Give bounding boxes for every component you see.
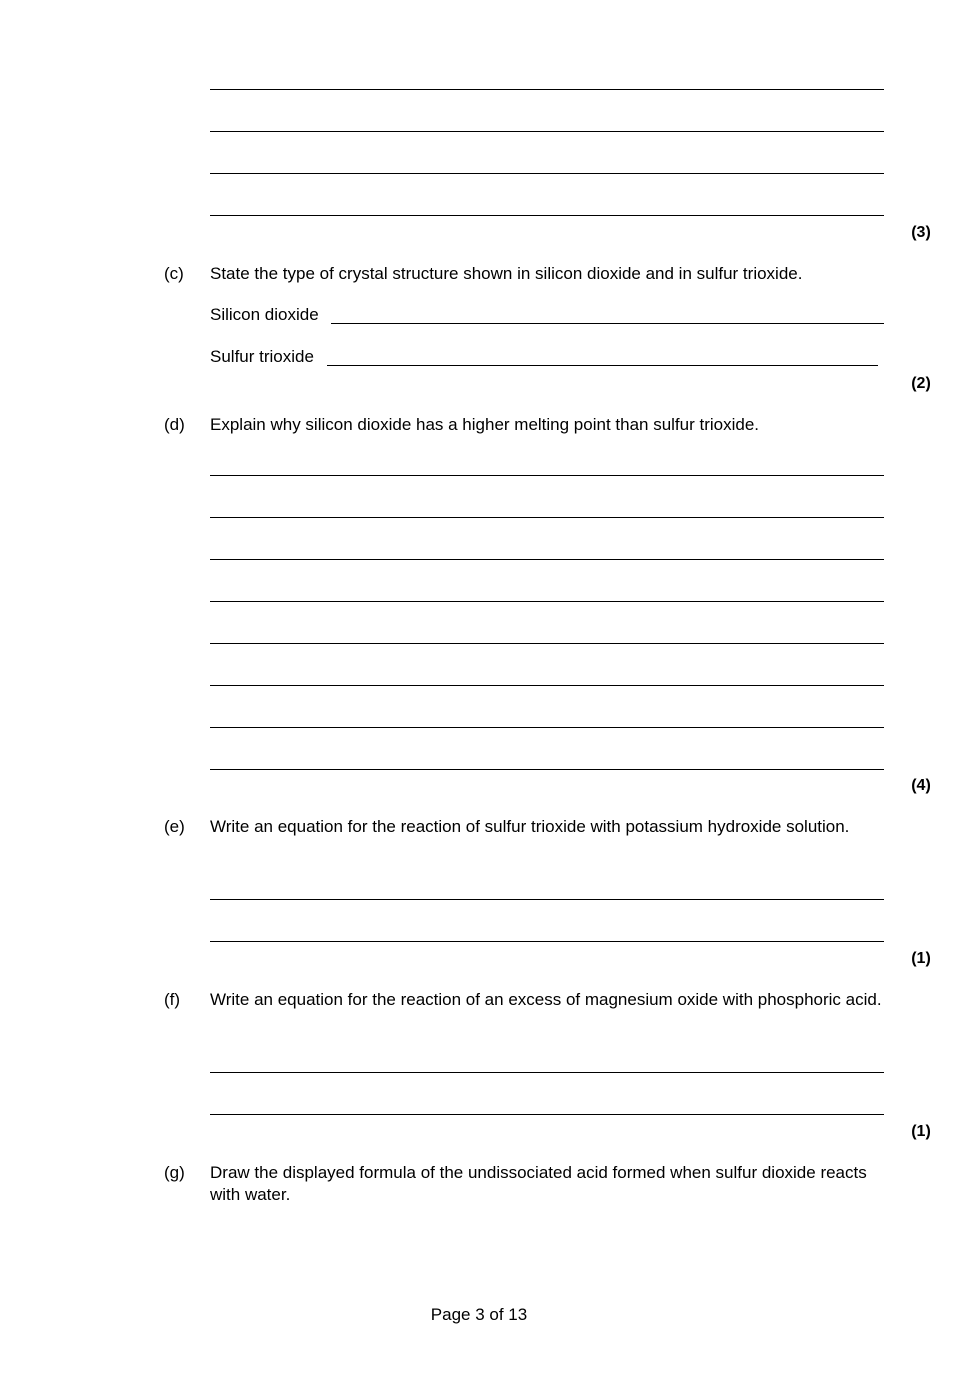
question-label-e: (e) — [164, 817, 185, 836]
answer-line-d-3[interactable] — [210, 559, 884, 560]
answer-line-e-1[interactable] — [210, 899, 884, 900]
question-text-d: Explain why silicon dioxide has a higher melting point than sulfur trioxide. — [210, 415, 760, 434]
silicon-dioxide-answer-line[interactable] — [331, 323, 884, 324]
answer-line-d-2[interactable] — [210, 517, 884, 518]
answer-line-d-5[interactable] — [210, 643, 884, 644]
answer-line-d-8[interactable] — [210, 769, 884, 770]
marks-d: (4) — [911, 777, 931, 794]
answer-line-d-4[interactable] — [210, 601, 884, 602]
question-label-f: (f) — [164, 990, 181, 1009]
answer-line-f-2[interactable] — [210, 1114, 884, 1115]
answer-line-f-1[interactable] — [210, 1072, 884, 1073]
question-text-e: Write an equation for the reaction of sulfur trioxide with potassium hydroxide solution. — [210, 817, 850, 836]
answer-row-sulfur-trioxide — [210, 347, 878, 367]
marks-e: (1) — [911, 950, 931, 967]
page-number: Page 3 of 13 — [430, 1305, 528, 1324]
sulfur-trioxide-label: Sulfur trioxide — [210, 347, 314, 366]
answer-line-d-6[interactable] — [210, 685, 884, 686]
answer-line-e-2[interactable] — [210, 941, 884, 942]
answer-line-d-1[interactable] — [210, 475, 884, 476]
answer-line-b-1[interactable] — [210, 89, 884, 90]
sulfur-trioxide-answer-line[interactable] — [327, 365, 878, 366]
question-text-g: Draw the displayed formula of the undissociated acid formed when sulfur dioxide reacts with water. — [210, 1163, 867, 1204]
marks-f: (1) — [911, 1123, 931, 1140]
answer-line-d-7[interactable] — [210, 727, 884, 728]
question-label-g: (g) — [164, 1163, 185, 1182]
marks-c: (2) — [911, 375, 931, 392]
answer-line-b-2[interactable] — [210, 131, 884, 132]
question-label-d: (d) — [164, 415, 185, 434]
question-text-f: Write an equation for the reaction of an excess of magnesium oxide with phosphoric acid. — [210, 990, 882, 1009]
answer-line-b-3[interactable] — [210, 173, 884, 174]
answer-row-silicon-dioxide — [210, 305, 884, 325]
marks-b: (3) — [911, 224, 931, 241]
answer-line-b-4[interactable] — [210, 215, 884, 216]
silicon-dioxide-label: Silicon dioxide — [210, 305, 319, 324]
question-text-c: State the type of crystal structure shown in silicon dioxide and in sulfur trioxide. — [210, 264, 803, 283]
question-label-c: (c) — [164, 264, 184, 283]
